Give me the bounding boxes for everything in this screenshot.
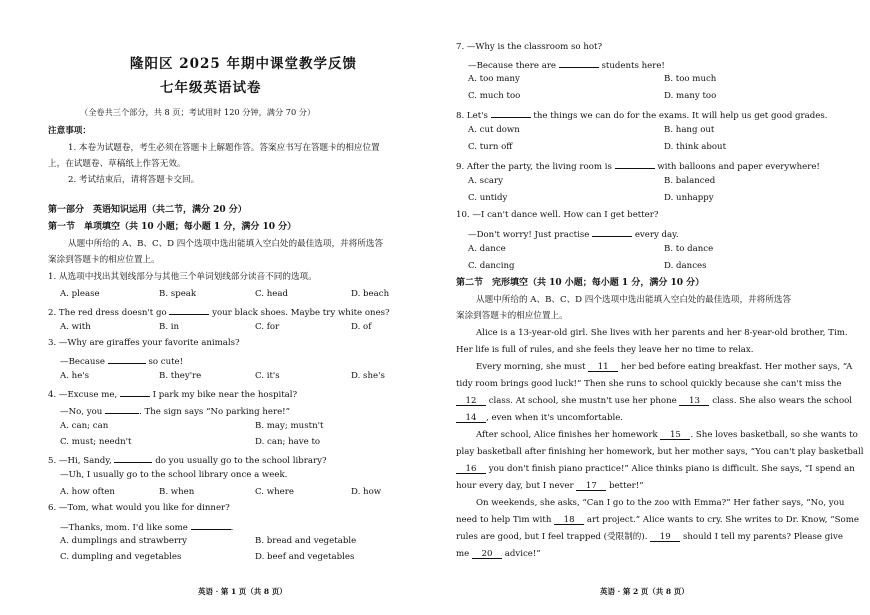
q10-option-c: C. dancing	[468, 261, 515, 271]
part1-heading: 第一部分 英语知识运用（共二节，满分 20 分）	[48, 205, 247, 215]
q7-option-d: D. many too	[664, 91, 717, 101]
passage-p2-line2: tidy room brings good luck!” Then she runs to school quickly because she can't miss the	[456, 379, 842, 389]
exam-subtitle: 七年级英语试卷	[160, 80, 262, 96]
notice-2: 2. 考试结束后，请将答题卡交回。	[68, 175, 200, 185]
q7-line2	[468, 58, 665, 71]
section1-instr-a: 从题中所给的 A、B、C、D 四个选项中选出能填入空白处的最佳选项，并将所选答	[68, 239, 384, 249]
cloze-blank-15: 15	[660, 430, 690, 440]
q10-stem-pre: —Don't worry! Just practise	[468, 230, 590, 240]
section2-instr-a: 从题中所给的 A、B、C、D 四个选项中选出能填入空白处的最佳选项，并将所选答	[476, 295, 792, 305]
q8-stem-post: the things we can do for the exams. It will help us get good grades.	[533, 111, 828, 121]
passage-p2-line1	[476, 362, 852, 372]
q4-line2	[60, 404, 290, 417]
passage-p2-line3	[456, 396, 852, 406]
q2-blank	[169, 305, 209, 315]
q9-stem-pre: 9. After the party, the living room is	[456, 162, 612, 172]
q4-option-d: D. can; have to	[255, 437, 321, 447]
cloze-blank-13: 13	[679, 396, 709, 406]
q6-line2	[60, 520, 233, 533]
q9-option-a: A. scary	[468, 176, 503, 186]
q4-line1	[48, 387, 297, 400]
q8-line	[456, 108, 828, 121]
passage-p3-line1	[476, 430, 858, 440]
q4-option-a: A. can; can	[60, 421, 109, 431]
passage-p4-line1: On weekends, she asks, “Can I go to the zoo with Emma?” Her father says, “No, you	[476, 498, 845, 508]
q6-stem-pre: —Thanks, mom. I'd like some	[60, 523, 188, 533]
q5-line2: —Uh, I usually go to the school library once a week.	[60, 470, 288, 480]
q9-option-c: C. untidy	[468, 193, 508, 203]
passage-text: need to help Tim with	[456, 515, 552, 525]
q9-option-b: B. balanced	[664, 176, 716, 186]
q9-stem-post: with balloons and paper everywhere!	[657, 162, 820, 172]
q3-option-a: A. he's	[60, 371, 90, 381]
q4-blank-1	[120, 387, 150, 397]
q5-option-a: A. how often	[60, 487, 115, 497]
q7-blank	[559, 58, 599, 68]
q6-option-d: D. beef and vegetables	[255, 552, 355, 562]
q7-stem-pre: —Because there are	[468, 61, 557, 71]
q3-line2	[60, 354, 183, 367]
q8-stem-pre: 8. Let's	[456, 111, 488, 121]
passage-text: you don't finish piano practice!” Alice thinks piano is difficult. She says, “I spend an	[488, 464, 855, 474]
q10-option-b: B. to dance	[664, 244, 714, 254]
cloze-blank-14: 14	[456, 413, 486, 423]
q10-option-a: A. dance	[468, 244, 506, 254]
q4-blank-2	[105, 404, 139, 414]
exam-title: 隆阳区 2025 年期中课堂教学反馈	[130, 56, 357, 72]
q2-line	[48, 305, 390, 318]
passage-p1-line2: Her life is full of rules, and she feels they leave her no time to relax.	[456, 345, 754, 355]
q1-option-d: D. beach	[351, 289, 390, 299]
passage-text: class. She also wears the school	[712, 396, 853, 406]
q8-option-b: B. hang out	[664, 125, 715, 135]
q9-line	[456, 159, 820, 172]
notice-1b: 上，在试题卷、草稿纸上作答无效。	[48, 159, 186, 169]
q8-option-c: C. turn off	[468, 142, 513, 152]
q6-stem-post: .	[230, 523, 234, 533]
q2-option-d: D. of	[351, 322, 372, 332]
q2-option-b: B. in	[159, 322, 180, 332]
q5-line1	[48, 453, 327, 466]
q3-option-c: C. it's	[255, 371, 280, 381]
q2-option-c: C. for	[255, 322, 280, 332]
passage-text: better!”	[609, 481, 644, 491]
passage-text: rules are good, but I feel trapped (受限制的).	[456, 532, 648, 542]
passage-text: class. At school, she mustn't use her phone	[488, 396, 677, 406]
cloze-blank-20: 20	[472, 549, 502, 559]
q5-stem-post: do you usually go to the school library?	[155, 456, 327, 466]
q4-stem-post: I park my bike near the hospital?	[152, 390, 298, 400]
q7-stem-post: students here!	[601, 61, 665, 71]
cloze-blank-19: 19	[650, 532, 680, 542]
q2-stem-post: your black shoes. Maybe try white ones?	[212, 308, 390, 318]
q5-option-c: C. where	[255, 487, 294, 497]
section1-instr-b: 案涂到答题卡的相应位置上。	[48, 255, 160, 265]
q9-option-d: D. unhappy	[664, 193, 714, 203]
q4-stem-pre: 4. —Excuse me,	[48, 390, 118, 400]
q5-option-d: D. how	[351, 487, 382, 497]
q6-option-c: C. dumpling and vegetables	[60, 552, 182, 562]
passage-text: advice!”	[504, 549, 541, 559]
q7-option-b: B. too much	[664, 74, 717, 84]
q10-blank	[592, 227, 632, 237]
q7-line1: 7. —Why is the classroom so hot?	[456, 42, 603, 52]
passage-p3-line3	[456, 464, 855, 474]
section1-heading: 第一节 单项填空（共 10 小题；每小题 1 分，满分 10 分）	[48, 222, 297, 232]
q10-line2	[468, 227, 679, 240]
q9-blank	[615, 159, 655, 169]
q2-option-a: A. with	[60, 322, 91, 332]
passage-p4-line4	[456, 549, 541, 559]
cloze-blank-17: 17	[576, 481, 606, 491]
passage-p1-line1: Alice is a 13-year-old girl. She lives with her parents and her 8-year-old brother, Tim.	[476, 328, 848, 338]
q1-stem: 1. 从选项中找出其划线部分与其他三个单词划线部分读音不同的选项。	[48, 272, 317, 282]
q3-blank	[108, 354, 146, 364]
notice-1a: 1. 本卷为试题卷，考生必须在答题卡上解题作答。答案应书写在答题卡的相应位置	[68, 143, 380, 153]
q10-line1: 10. —I can't dance well. How can I get better?	[456, 210, 659, 220]
passage-p3-line2: play basketball after finishing her homework, but her mother says, “You can't play basketball	[456, 447, 864, 457]
q3-line1: 3. —Why are giraffes your favorite animals?	[48, 338, 240, 348]
q3-stem-post: so cute!	[148, 357, 184, 367]
passage-text: , even when it's uncomfortable.	[486, 413, 624, 423]
left-page-footer: 英语 · 第 1 页（共 8 页）	[198, 587, 287, 596]
q8-blank	[491, 108, 531, 118]
q6-option-b: B. bread and vegetable	[255, 536, 357, 546]
q3-option-b: B. they're	[159, 371, 202, 381]
cloze-blank-11: 11	[588, 362, 618, 372]
passage-p2-line4	[456, 413, 623, 423]
section2-heading: 第二节 完形填空（共 10 小题；每小题 1 分，满分 10 分）	[456, 278, 705, 288]
cloze-blank-18: 18	[554, 515, 584, 525]
passage-text: should I tell my parents? Please give	[682, 532, 843, 542]
exam-meta: （全卷共三个部分，共 8 页；考试用时 120 分钟，满分 70 分）	[80, 107, 316, 117]
cloze-blank-12: 12	[456, 396, 486, 406]
q4-stem-pre2: —No, you	[60, 407, 103, 417]
right-page-footer: 英语 · 第 2 页（共 8 页）	[600, 587, 689, 596]
passage-p4-line2	[456, 515, 859, 525]
q4-option-c: C. must; needn't	[60, 437, 132, 447]
q6-line1: 6. —Tom, what would you like for dinner?	[48, 503, 230, 513]
passage-text: . She loves basketball, so she wants to	[690, 430, 858, 440]
passage-p4-line3	[456, 532, 843, 542]
passage-text: art project.” Alice wants to cry. She writes to Dr. Know, “Some	[586, 515, 859, 525]
section2-instr-b: 案涂到答题卡的相应位置上。	[456, 311, 568, 321]
passage-text: her bed before eating breakfast. Her mother says, “A	[620, 362, 853, 372]
q2-stem-pre: 2. The red dress doesn't go	[48, 308, 167, 318]
q10-option-d: D. dances	[664, 261, 707, 271]
q4-stem-post2: . The sign says “No parking here!”	[139, 407, 291, 417]
passage-p3-line4	[456, 481, 644, 491]
passage-text: hour every day, but I never	[456, 481, 574, 491]
q3-stem-pre: —Because	[60, 357, 105, 367]
q6-blank	[191, 520, 231, 530]
q1-option-c: C. head	[255, 289, 288, 299]
q10-stem-post: every day.	[634, 230, 679, 240]
q5-blank	[114, 453, 152, 463]
notice-heading: 注意事项：	[48, 126, 91, 136]
q8-option-a: A. cut down	[468, 125, 520, 135]
q1-option-b: B. speak	[159, 289, 197, 299]
passage-text: After school, Alice finishes her homework	[476, 430, 658, 440]
q7-option-c: C. much too	[468, 91, 521, 101]
q6-option-a: A. dumplings and strawberry	[60, 536, 188, 546]
q3-option-d: D. she's	[351, 371, 385, 381]
q5-option-b: B. when	[159, 487, 195, 497]
q1-option-a: A. please	[60, 289, 100, 299]
passage-text: Every morning, she must	[476, 362, 586, 372]
q8-option-d: D. think about	[664, 142, 727, 152]
q5-stem-pre: 5. —Hi, Sandy,	[48, 456, 112, 466]
q4-option-b: B. may; mustn't	[255, 421, 324, 431]
cloze-blank-16: 16	[456, 464, 486, 474]
q7-option-a: A. too many	[468, 74, 520, 84]
passage-text: me	[456, 549, 470, 559]
